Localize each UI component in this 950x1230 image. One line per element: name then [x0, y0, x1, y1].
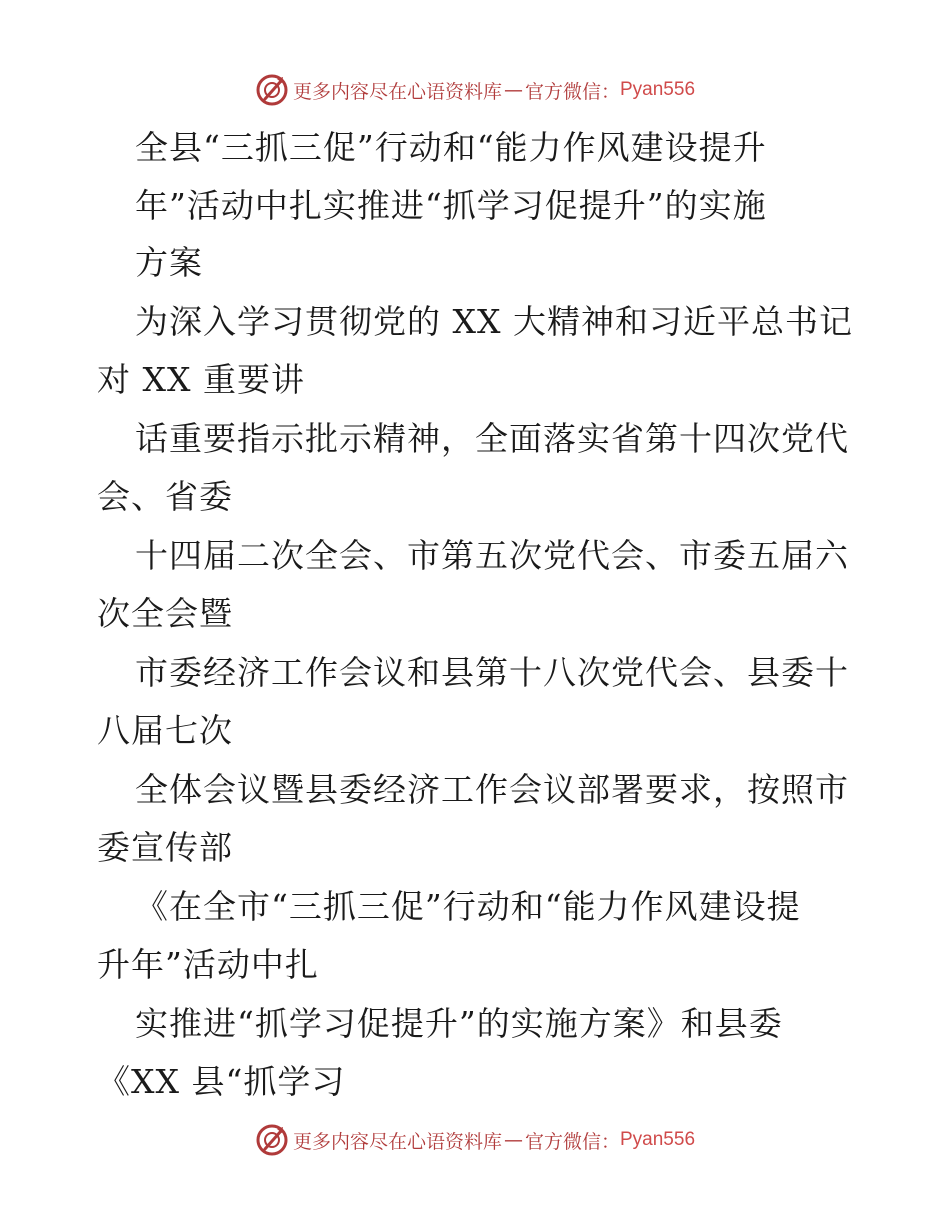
paragraph-line: 对 XX 重要讲: [97, 360, 305, 399]
header-wechat-label: 官方微信：: [524, 80, 620, 103]
footer-wechat-id: Pyan556: [620, 1129, 696, 1150]
brand-logo-icon: [255, 1123, 289, 1157]
header-dash: —: [503, 79, 523, 101]
paragraph-line: 委宣传部: [97, 828, 233, 867]
paragraph-line: 八届七次: [97, 711, 233, 750]
paragraph-line: 全体会议暨县委经济工作会议部署要求，按照市: [135, 770, 849, 809]
paragraph-line: 《在全市“三抓三促”行动和“能力作风建设提: [135, 887, 801, 926]
footer-wechat-label: 官方微信：: [524, 1130, 620, 1153]
paragraph-line: 市委经济工作会议和县第十八次党代会、县委十: [135, 653, 849, 692]
footer-banner: [0, 1120, 950, 1160]
document-title-line-1: 全县“三抓三促”行动和“能力作风建设提升: [135, 128, 767, 167]
document-title-line-3: 方案: [135, 243, 203, 282]
paragraph-line: 为深入学习贯彻党的 XX 大精神和习近平总书记: [135, 302, 853, 341]
paragraph-line: 话重要指示批示精神，全面落实省第十四次党代: [135, 419, 849, 458]
paragraph-line: 实推进“抓学习促提升”的实施方案》和县委: [135, 1004, 783, 1043]
header-wechat-id: Pyan556: [620, 79, 696, 100]
footer-site-text: 更多内容尽在心语资料库: [292, 1130, 502, 1153]
paragraph-line: 次全会暨: [97, 594, 233, 633]
paragraph-line: 十四届二次全会、市第五次党代会、市委五届六: [135, 536, 849, 575]
paragraph-line: 《XX 县“抓学习: [97, 1062, 346, 1101]
paragraph-line: 升年”活动中扎: [97, 945, 319, 984]
document-title-line-2: 年”活动中扎实推进“抓学习促提升”的实施: [135, 186, 767, 225]
header-site-text: 更多内容尽在心语资料库: [292, 80, 502, 103]
footer-dash: —: [503, 1129, 523, 1151]
paragraph-line: 会、省委: [97, 477, 233, 516]
